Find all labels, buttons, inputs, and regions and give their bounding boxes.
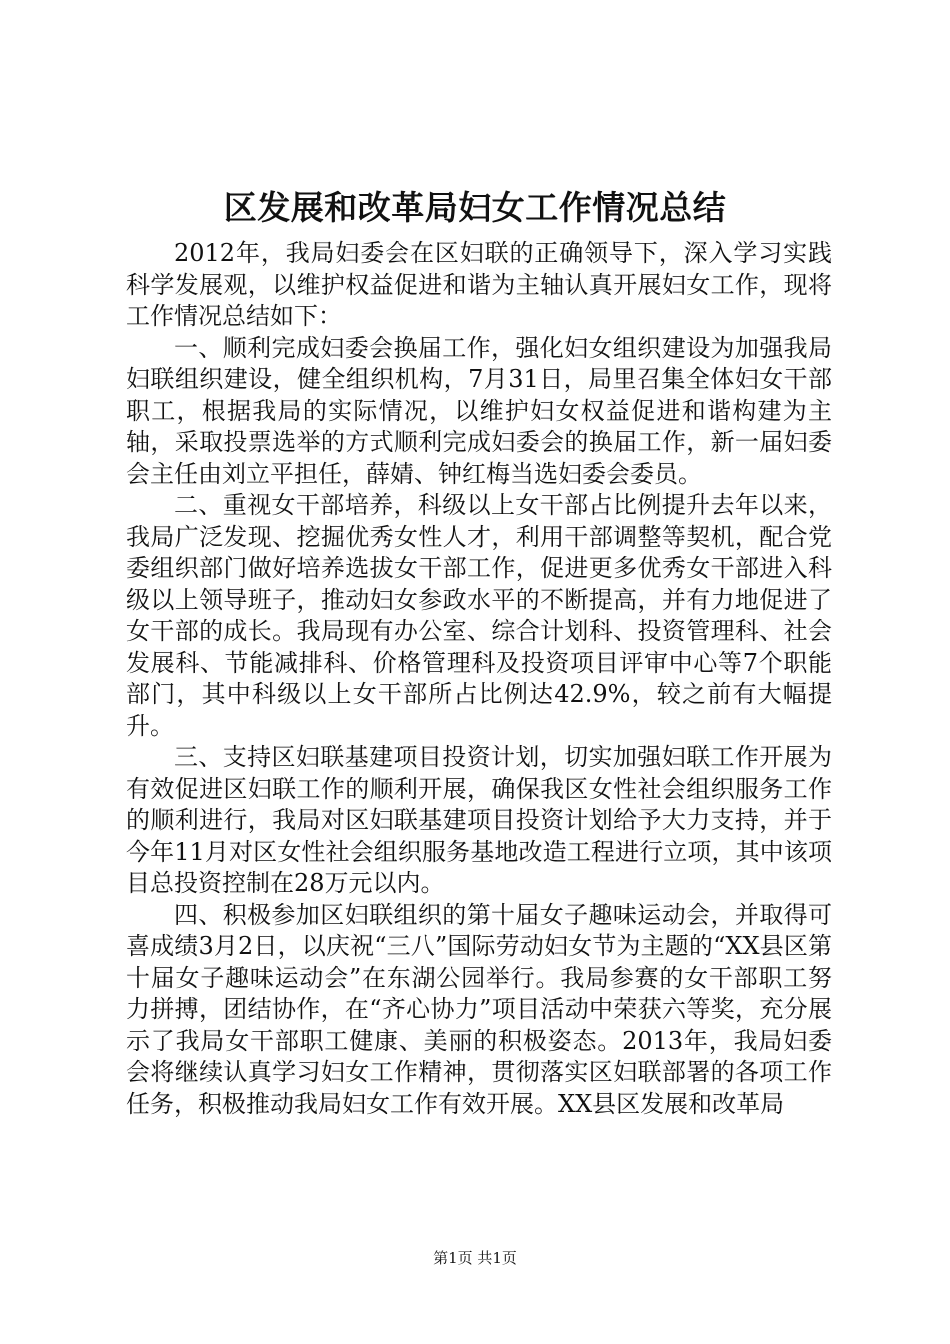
page-number-footer: 第1页 共1页 (433, 1249, 517, 1267)
paragraph-section-3: 三、支持区妇联基建项目投资计划，切实加强妇联工作开展为有效促进区妇联工作的顺利开展，确保我区女性社会组织服务工作的顺利进行，我局对区妇联基建项目投资计划给予大力支持，并于今年11月对区女性社会组织服务基地改造工程进行立项，其中该项目总投资控制在28万元以内。 (126, 743, 832, 897)
document-title: 区发展和改革局妇女工作情况总结 (223, 188, 727, 227)
paragraph-intro: 2012年，我局妇委会在区妇联的正确领导下，深入学习实践科学发展观，以维护权益促进和谐为主轴认真开展妇女工作，现将工作情况总结如下： (126, 239, 832, 330)
paragraph-section-1: 一、顺利完成妇委会换届工作，强化妇女组织建设为加强我局妇联组织建设，健全组织机构，7月31日，局里召集全体妇女干部职工，根据我局的实际情况，以维护妇女权益促进和谐构建为主轴，采取投票选举的方式顺利完成妇委会的换届工作，新一届妇委会主任由刘立平担任，薛婧、钟红梅当选妇委会委员。 (126, 333, 832, 488)
paragraph-section-4: 四、积极参加区妇联组织的第十届女子趣味运动会，并取得可喜成绩3月2日，以庆祝“三八”国际劳动妇女节为主题的“XX县区第十届女子趣味运动会”在东湖公园举行。我局参赛的女干部职工努力拼搏，团结协作，在“齐心协力”项目活动中荣获六等奖，充分展示了我局女干部职工健康、美丽的积极姿态。2013年，我局妇委会将继续认真学习妇女工作精神，贯彻落实区妇联部署的各项工作任务，积极推动我局妇女工作有效开展。XX县区发展和改革局 (126, 900, 832, 1118)
document-body (126, 238, 832, 1120)
paragraph-section-2: 二、重视女干部培养，科级以上女干部占比例提升去年以来，我局广泛发现、挖掘优秀女性人才，利用干部调整等契机，配合党委组织部门做好培养选拔女干部工作，促进更多优秀女干部进入科级以上领导班子，推动妇女参政水平的不断提高，并有力地促进了女干部的成长。我局现有办公室、综合计划科、投资管理科、社会发展科、节能减排科、价格管理科及投资项目评审中心等7个职能部门，其中科级以上女干部所占比例达42.9%，较之前有大幅提升。 (126, 491, 832, 740)
